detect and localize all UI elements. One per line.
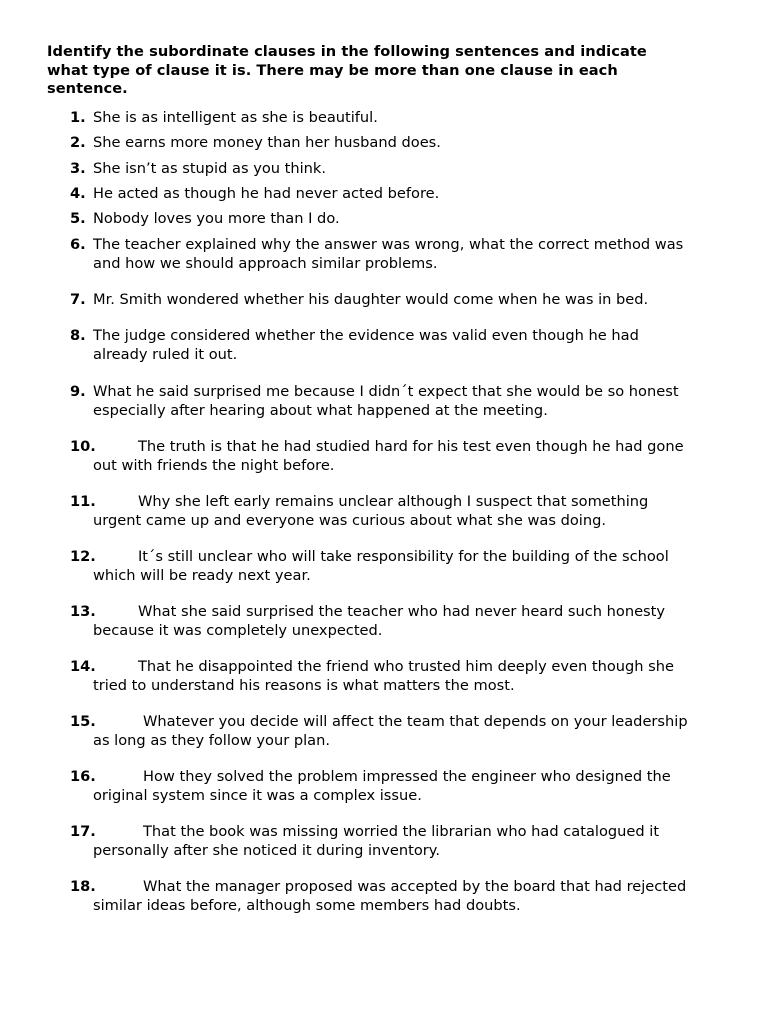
- item-text-line: original system since it was a complex issue.: [93, 786, 422, 804]
- item-text-line: Mr. Smith wondered whether his daughter would come when he was in bed.: [93, 291, 649, 308]
- item-text-line: He acted as though he had never acted before.: [93, 185, 440, 202]
- item-text-line: She isn’t as stupid as you think.: [93, 160, 327, 177]
- instructions: [47, 43, 727, 99]
- item-number: 6.: [70, 236, 86, 253]
- list-item: [70, 185, 730, 204]
- item-number: 18.: [70, 878, 96, 895]
- item-text-line: similar ideas before, although some members had doubts.: [93, 896, 521, 914]
- list-item: [70, 160, 730, 179]
- item-number: 16.: [70, 768, 96, 785]
- instructions-line: Identify the subordinate clauses in the following sentences and indicate: [47, 43, 647, 60]
- item-text-line: The judge considered whether the evidence was valid even though he had: [93, 327, 639, 344]
- item-text-content: That he disappointed the friend who trusted him deeply even though she: [138, 658, 674, 675]
- item-text-line: which will be ready next year.: [93, 566, 311, 584]
- item-text: [70, 493, 730, 530]
- item-number: 17.: [70, 823, 96, 840]
- item-text: [70, 160, 730, 179]
- item-text-line: [93, 878, 730, 897]
- item-text-line: Nobody loves you more than I do.: [93, 210, 340, 227]
- list-item: [70, 878, 730, 915]
- list-item: [70, 210, 730, 229]
- list-item: [70, 109, 730, 128]
- item-text: [70, 603, 730, 640]
- item-text-line: [93, 603, 730, 622]
- item-text: [70, 291, 730, 310]
- item-text-line: [93, 658, 730, 677]
- item-text-content: What she said surprised the teacher who had never heard such honesty: [138, 603, 666, 620]
- item-number: 1.: [70, 109, 86, 126]
- list-item: [70, 493, 730, 530]
- list-item: [70, 236, 730, 273]
- list-item: [70, 327, 730, 364]
- item-number: 11.: [70, 493, 96, 510]
- item-number: 3.: [70, 160, 86, 177]
- item-text-line: [93, 438, 730, 457]
- item-text-content: The truth is that he had studied hard for his test even though he had gone: [138, 438, 684, 455]
- item-number: 4.: [70, 185, 86, 202]
- item-text-content: That the book was missing worried the librarian who had catalogued it: [143, 823, 660, 840]
- item-number: 5.: [70, 210, 86, 227]
- item-text-line: [93, 713, 730, 732]
- item-text-line: [93, 493, 730, 512]
- item-number: 2.: [70, 134, 86, 151]
- item-text: [70, 768, 730, 805]
- instructions-line: sentence.: [47, 80, 128, 97]
- item-text: [70, 210, 730, 229]
- item-text: [70, 185, 730, 204]
- item-text-line: because it was completely unexpected.: [93, 621, 383, 639]
- list-item: [70, 658, 730, 695]
- item-text: [70, 383, 730, 420]
- item-text-line: She is as intelligent as she is beautiful.: [93, 109, 378, 126]
- item-number: 12.: [70, 548, 96, 565]
- item-text: [70, 109, 730, 128]
- item-number: 7.: [70, 291, 86, 308]
- item-text-line: out with friends the night before.: [93, 456, 335, 474]
- list-item: [70, 603, 730, 640]
- item-number: 15.: [70, 713, 96, 730]
- item-text-line: What he said surprised me because I didn´t expect that she would be so honest: [93, 383, 679, 400]
- item-number: 14.: [70, 658, 96, 675]
- item-text: [70, 713, 730, 750]
- item-text-line: The teacher explained why the answer was wrong, what the correct method was: [93, 236, 684, 253]
- list-item: [70, 438, 730, 475]
- item-text-content: It´s still unclear who will take responsibility for the building of the school: [138, 548, 669, 565]
- item-text: [70, 236, 730, 273]
- item-number: 8.: [70, 327, 86, 344]
- item-number: 10.: [70, 438, 96, 455]
- item-text: [70, 134, 730, 153]
- item-text: [70, 327, 730, 364]
- item-text: [70, 438, 730, 475]
- item-number: 13.: [70, 603, 96, 620]
- item-text-line: [93, 548, 730, 567]
- item-text-line: as long as they follow your plan.: [93, 731, 331, 749]
- list-item: [70, 548, 730, 585]
- item-text-line: [93, 823, 730, 842]
- list-item: [70, 134, 730, 153]
- item-text-content: How they solved the problem impressed the engineer who designed the: [143, 768, 671, 785]
- item-text: [70, 878, 730, 915]
- item-text-content: Whatever you decide will affect the team that depends on your leadership: [143, 713, 688, 730]
- list-item: [70, 291, 730, 310]
- item-text-line: personally after she noticed it during inventory.: [93, 841, 440, 859]
- list-item: [70, 383, 730, 420]
- list-item: [70, 713, 730, 750]
- item-text: [70, 548, 730, 585]
- item-text-line: and how we should approach similar problems.: [93, 254, 438, 272]
- item-text-line: tried to understand his reasons is what matters the most.: [93, 676, 515, 694]
- item-text-line: [93, 768, 730, 787]
- list-item: [70, 823, 730, 860]
- item-text-line: She earns more money than her husband does.: [93, 134, 441, 151]
- item-text: [70, 658, 730, 695]
- instructions-line: what type of clause it is. There may be more than one clause in each: [47, 61, 618, 79]
- item-text: [70, 823, 730, 860]
- list-item: [70, 768, 730, 805]
- item-text-line: urgent came up and everyone was curious about what she was doing.: [93, 511, 607, 529]
- item-number: 9.: [70, 383, 86, 400]
- item-text-line: especially after hearing about what happened at the meeting.: [93, 401, 548, 419]
- item-text-content: What the manager proposed was accepted by the board that had rejected: [143, 878, 687, 895]
- item-text-content: Why she left early remains unclear although I suspect that something: [138, 493, 649, 510]
- item-text-line: already ruled it out.: [93, 345, 238, 363]
